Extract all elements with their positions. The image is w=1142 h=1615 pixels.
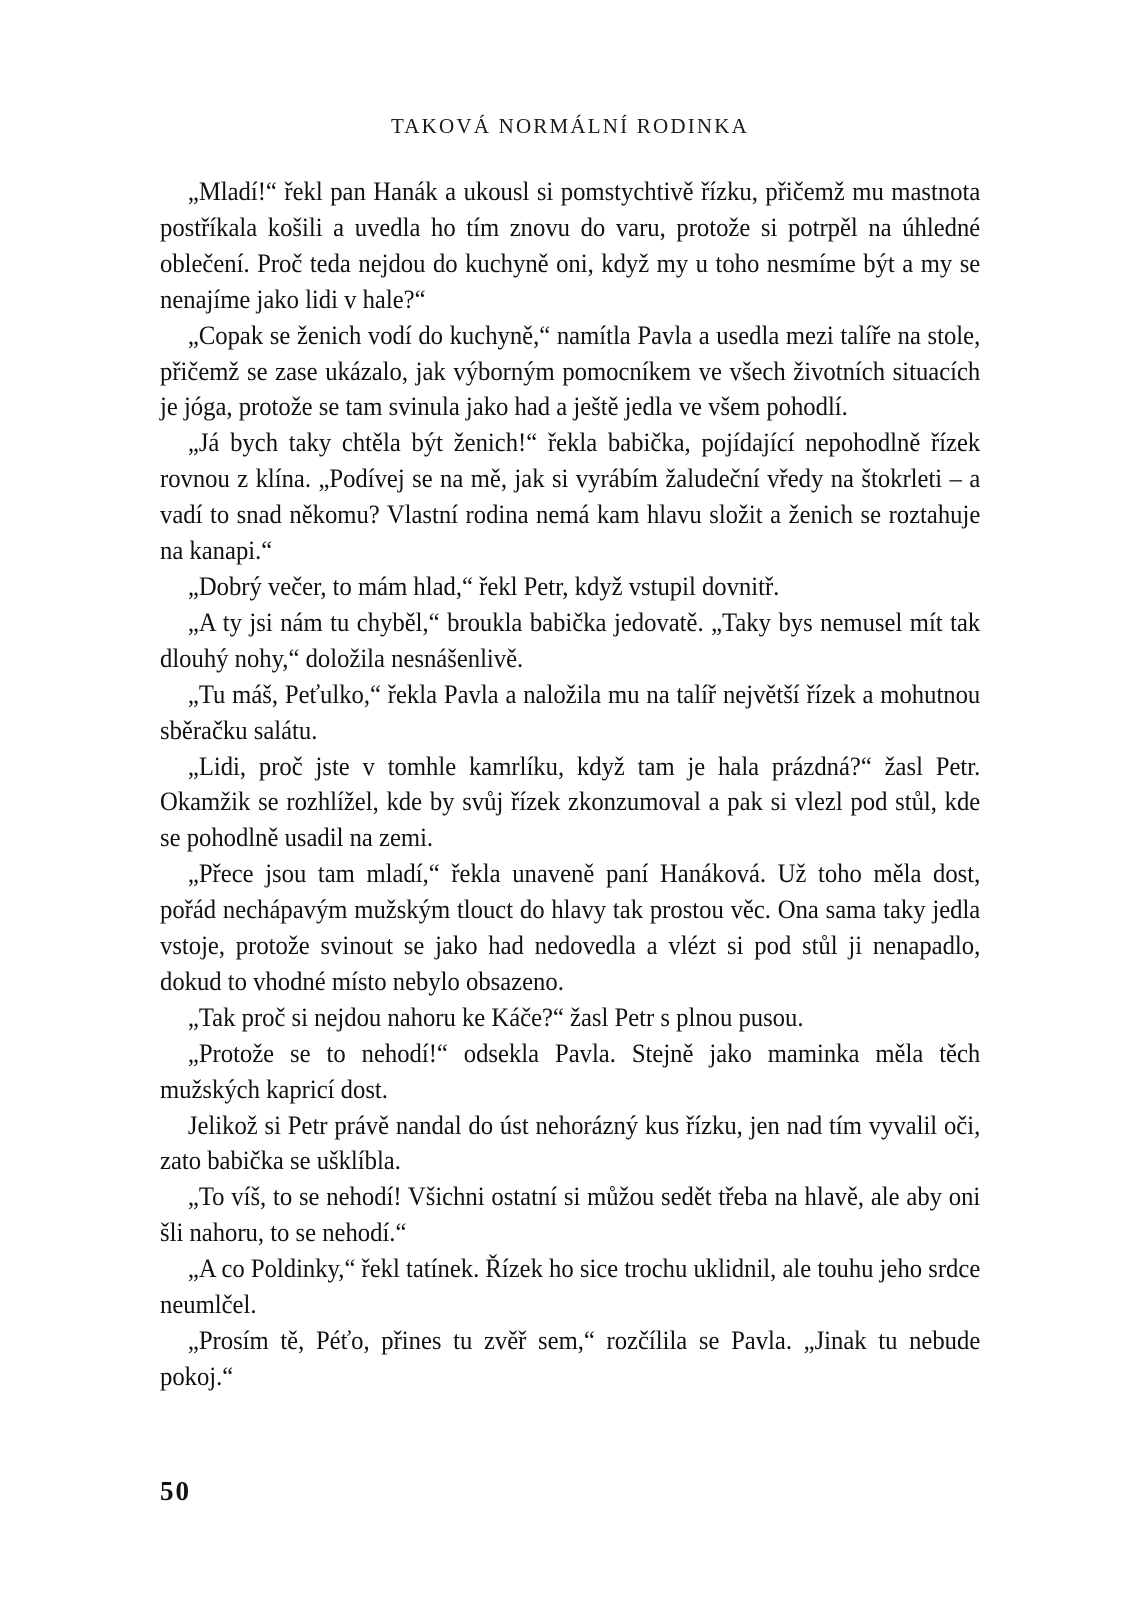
paragraph: „Lidi, proč jste v tomhle kamrlíku, když tam je hala prázdná?“ žasl Petr. Okamžik se rozhlížel, kde by svůj řízek zkonzumoval a pak si vlezl pod stůl, kde se pohodlně usadil na zemi. <box>160 750 981 853</box>
paragraph: „Prosím tě, Péťo, přines tu zvěř sem,“ rozčílila se Pavla. „Jinak tu nebude pokoj.“ <box>160 1325 981 1391</box>
paragraph: „Protože se to nehodí!“ odsekla Pavla. Stejně jako maminka měla těch mužských kapricí dost. <box>160 1037 981 1104</box>
paragraph: „Přece jsou tam mladí,“ řekla unaveně paní Hanáková. Už toho měla dost, pořád nechápavým mužským tlouct do hlavy tak prostou věc. Ona sama taky jedla vstoje, protože svinout se jako had nedovedla a vlézt si pod stůl ji nenapadlo, dokud to vhodné místo nebylo obsazeno. <box>160 858 981 996</box>
paragraph: „Mladí!“ řekl pan Hanák a ukousl si pomstychtivě řízku, přičemž mu mastnota postříkala košili a uvedla ho tím znovu do varu, protože si potrpěl na úhledné oblečení. Proč teda nejdou do kuchyně oni, když my u toho nesmíme být a my se nenajíme jako lidi v hale?“ <box>160 176 981 314</box>
paragraph: „Dobrý večer, to mám hlad,“ řekl Petr, když vstupil dovnitř. <box>187 570 780 601</box>
paragraph: „Tu máš, Peťulko,“ řekla Pavla a naložila mu na talíř největší řízek a mohutnou sběračku salátu. <box>160 678 981 745</box>
page-number: 50 <box>160 1476 191 1506</box>
running-header: TAKOVÁ NORMÁLNÍ RODINKA <box>390 114 750 138</box>
paragraph: „Copak se ženich vodí do kuchyně,“ namítla Pavla a usedla mezi talíře na stole, přičemž se zase ukázalo, jak výborným pomocníkem ve všech životních situacích je jóga, protože se tam svinula jako had a ještě jedla ve všem pohodlí. <box>160 319 981 422</box>
paragraph: „To víš, to se nehodí! Všichni ostatní si můžou sedět třeba na hlavě, ale aby oni šli nahoru, to se nehodí.“ <box>160 1181 981 1248</box>
paragraph: „Tak proč si nejdou nahoru ke Káče?“ žasl Petr s plnou pusou. <box>187 1001 804 1032</box>
paragraph: „A ty jsi nám tu chyběl,“ broukla babička jedovatě. „Taky bys nemusel mít tak dlouhý nohy,“ doložila nesnášenlivě. <box>160 606 981 673</box>
paragraph: Jelikož si Petr právě nandal do úst nehorázný kus řízku, jen nad tím vyvalil oči, zato babička se ušklíbla. <box>160 1109 981 1176</box>
paragraph: „Já bych taky chtěla být ženich!“ řekla babička, pojídající nepohodlně řízek rovnou z klína. „Podívej se na mě, jak si vyrábím žaludeční vředy na štokrleti – a vadí to snad někomu? Vlastní rodina nemá kam hlavu složit a ženich se roztahuje na kanapi.“ <box>160 427 981 566</box>
body-text <box>160 174 980 1395</box>
paragraph: „A co Poldinky,“ řekl tatínek. Řízek ho sice trochu uklidnil, ale touhu jeho srdce neumlčel. <box>160 1253 981 1320</box>
